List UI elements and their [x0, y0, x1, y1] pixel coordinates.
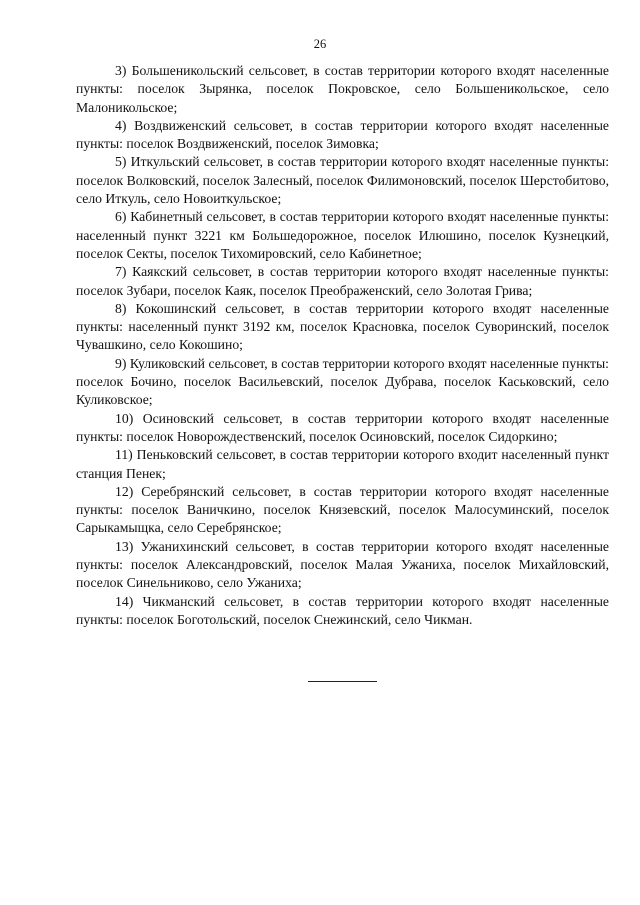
paragraph-item-5: 5) Иткульский сельсовет, в состав территории которого входят населенные пункты: поселок Волковский, поселок Залесный, поселок Филимоновский, поселок Шерстобитово, село Иткуль, село Новоиткульское; [76, 154, 609, 207]
page-number: 26 [313, 37, 327, 51]
paragraph-item-14: 14) Чикманский сельсовет, в состав территории которого входят населенные пункты: поселок Боготольский, поселок Снежинский, село Чикман. [76, 593, 609, 627]
paragraph-item-4: 4) Воздвиженский сельсовет, в состав территории которого входят населенные пункты: поселок Воздвиженский, поселок Зимовка; [76, 117, 609, 152]
paragraph-item-12: 12) Серебрянский сельсовет, в состав территории которого входят населенные пункты: поселок Ваничкино, поселок Князевский, поселок Малосуминский, поселок Сарыкамыщка, село Серебрянское; [76, 483, 609, 536]
paragraph-item-6: 6) Кабинетный сельсовет, в состав территории которого входят населенные пункты: населенный пункт 3221 км Большедорожное, поселок Илюшино, поселок Кузнецкий, поселок Секты, поселок Тихомировский, село Кабинетное; [76, 209, 609, 261]
document-body [76, 62, 609, 629]
paragraph-item-11: 11) Пеньковский сельсовет, в состав территории которого входит населенный пункт станция Пенек; [76, 447, 609, 481]
paragraph-item-13: 13) Ужанихинский сельсовет, в состав территории которого входят населенные пункты: поселок Александровский, поселок Малая Ужаниха, поселок Михайловский, поселок Синельниково, село Ужаниха; [76, 538, 609, 591]
paragraph-item-8: 8) Кокошинский сельсовет, в состав территории которого входят населенные пункты: населенный пункт 3192 км, поселок Красновка, поселок Суворинский, поселок Чувашкино, село Кокошино; [76, 300, 609, 353]
paragraph-item-9: 9) Куликовский сельсовет, в состав территории которого входят населенные пункты: поселок Бочино, поселок Васильевский, поселок Дубрава, поселок Каськовский, село Куликовское; [76, 355, 609, 408]
paragraph-item-3: 3) Большеникольский сельсовет, в состав территории которого входят населенные пункты: поселок Зырянка, поселок Покровское, село Большеникольское, село Малоникольское; [76, 63, 609, 115]
end-of-document-rule [308, 681, 377, 682]
paragraph-item-7: 7) Каякский сельсовет, в состав территории которого входят населенные пункты: поселок Зубари, поселок Каяк, поселок Преображенский, село Золотая Грива; [76, 264, 609, 298]
paragraph-item-10: 10) Осиновский сельсовет, в состав территории которого входят населенные пункты: поселок Новорождественский, поселок Осиновский, поселок Сидоркино; [76, 410, 609, 444]
